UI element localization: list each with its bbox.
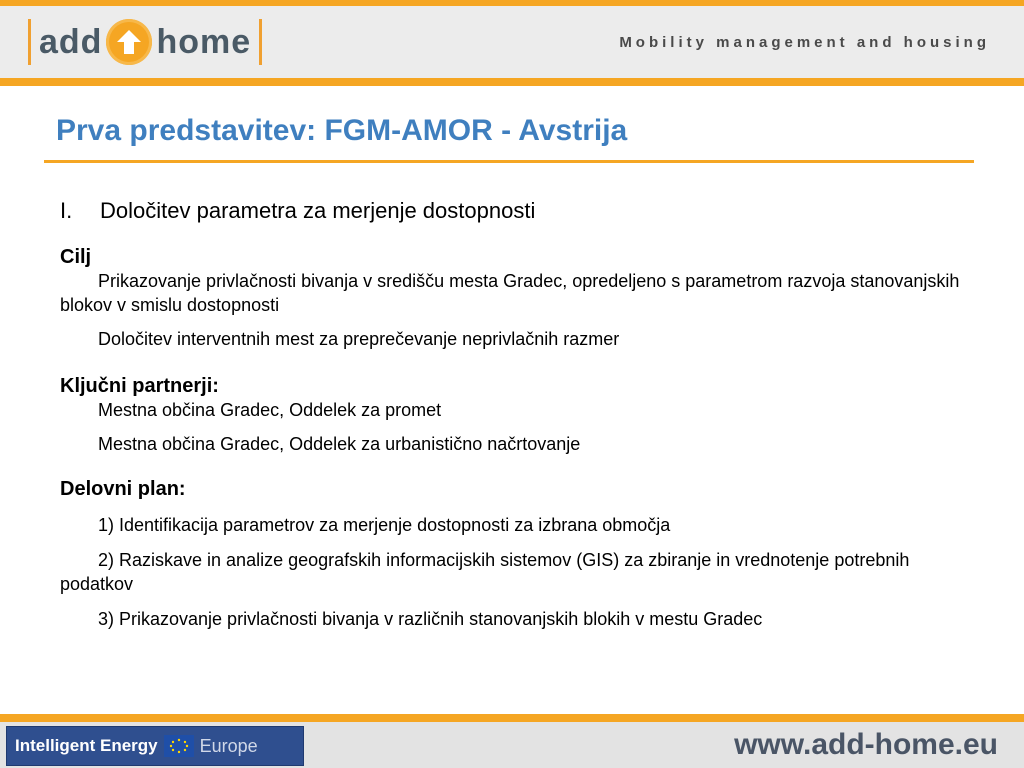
footer-stripe: [0, 714, 1024, 722]
partners-heading: Ključni partnerji:: [60, 375, 219, 397]
footer-url[interactable]: www.add-home.eu: [734, 728, 998, 761]
goal-heading: Cilj: [60, 246, 92, 268]
title-underline: [44, 160, 974, 163]
plan-heading: Delovni plan:: [60, 478, 186, 500]
add-home-logo: [28, 16, 262, 68]
plan-item-2: 2) Raziskave in analize geografskih informacijskih sistemov (GIS) za zbiranje in vrednotenje potrebnih podatkov: [60, 550, 910, 594]
section-heading: [60, 198, 980, 224]
slide-content: [60, 198, 980, 631]
logo-left-bar: [28, 19, 31, 65]
logo-text-home: home: [156, 22, 252, 61]
plan-item-3: 3) Prikazovanje privlačnosti bivanja v različnih stanovanjskih blokih v mestu Gradec: [98, 609, 763, 629]
intelligent-energy-europe-logo: [6, 726, 304, 766]
partner-item-2: Mestna občina Gradec, Oddelek za urbanistično načrtovanje: [98, 434, 581, 454]
goal-item-2: Določitev interventnih mest za preprečevanje neprivlačnih razmer: [98, 329, 620, 349]
house-arrow-icon: [106, 19, 152, 65]
header-tagline: Mobility management and housing: [619, 34, 990, 51]
eu-flag-icon: [164, 735, 194, 757]
goal-item-1: Prikazovanje privlačnosti bivanja v središču mesta Gradec, opredeljeno s parametrom razvoja stanovanjskih blokov v smislu dostopnosti: [60, 271, 960, 315]
partner-item-1: Mestna občina Gradec, Oddelek za promet: [98, 400, 442, 420]
slide-title: Prva predstavitev: FGM-AMOR - Avstrija: [56, 114, 628, 147]
section-label: Določitev parametra za merjenje dostopnosti: [100, 198, 536, 223]
plan-item-1: 1) Identifikacija parametrov za merjenje dostopnosti za izbrana območja: [98, 515, 671, 535]
logo-text-add: add: [39, 22, 103, 61]
logo-right-bar: [259, 19, 262, 65]
iee-program-region: Europe: [199, 735, 258, 756]
header-bottom-stripe: [0, 78, 1024, 86]
iee-program-name: Intelligent Energy: [15, 736, 158, 755]
section-number: I.: [60, 198, 73, 223]
